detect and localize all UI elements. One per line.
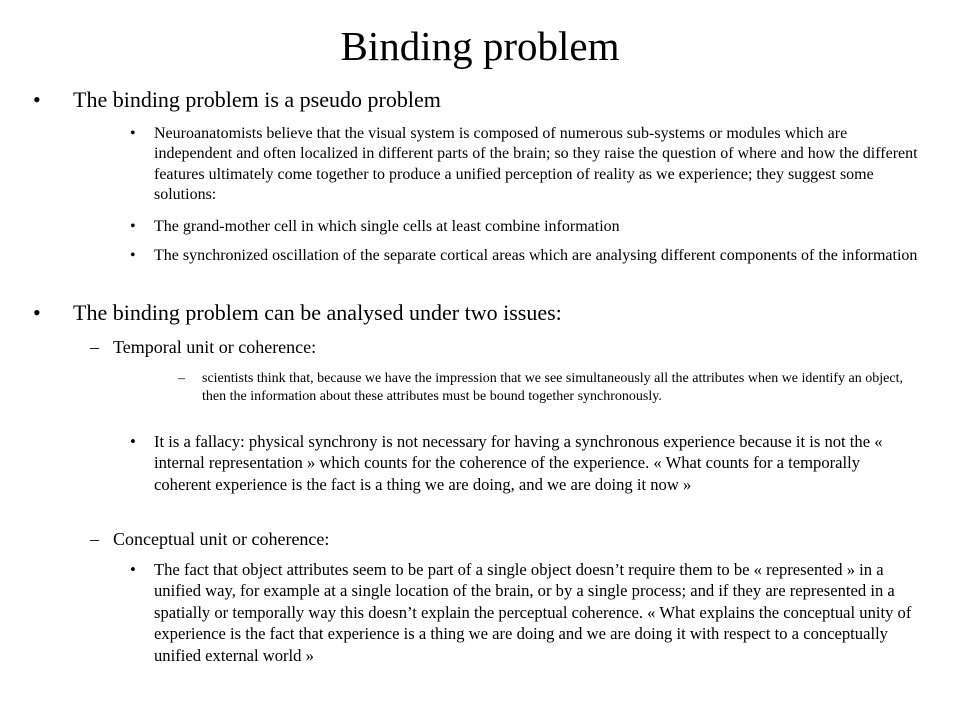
sub-bullet-neuroanatomists xyxy=(130,124,918,206)
bullet-text: The binding problem is a pseudo problem xyxy=(73,87,441,112)
dash-item-text: Temporal unit or coherence: xyxy=(113,337,317,357)
bullet-icon: • xyxy=(33,300,41,325)
sub-bullet-text: The grand-mother cell in which single cells at least combine information xyxy=(154,218,620,235)
dash-item-temporal-unit xyxy=(90,336,910,358)
dash-icon: – xyxy=(90,337,99,357)
sub-bullet-text: It is a fallacy: physical synchrony is not necessary for having a synchronous experience because it is not the « internal representation » which counts for the coherence of the experience. « What counts for a temporally coherent experience is the fact is a thing we are doing, and we are doing it now » xyxy=(154,432,883,494)
bullet-text: The binding problem can be analysed under two issues: xyxy=(73,300,562,325)
bullet-icon: • xyxy=(130,560,136,579)
dash-item-conceptual-unit xyxy=(90,528,910,550)
sub-bullet-text: The synchronized oscillation of the separate cortical areas which are analysing different components of the information xyxy=(154,247,918,264)
sub-bullet-synchronized-oscillation xyxy=(130,246,918,266)
bullet-icon: • xyxy=(33,87,41,112)
bullet-item-two-issues xyxy=(33,299,933,326)
sub-bullet-text: Neuroanatomists believe that the visual system is composed of numerous sub-systems or modules which are independent and often localized in different parts of the brain; so they raise the question of where and how the different features ultimately come together to produce a unified perception of reality as we experience; they suggest some solutions: xyxy=(154,125,918,204)
dash-icon: – xyxy=(178,371,185,386)
sub-bullet-object-attributes xyxy=(130,559,920,666)
bullet-icon: • xyxy=(130,125,136,142)
slide-title: Binding problem xyxy=(340,23,620,69)
dash-icon: – xyxy=(90,529,99,549)
bullet-icon: • xyxy=(130,432,136,451)
bullet-item-binding-pseudo-problem xyxy=(33,86,933,113)
bullet-icon: • xyxy=(130,218,136,235)
sub-bullet-fallacy xyxy=(130,431,920,495)
dash-item-text: scientists think that, because we have the impression that we see simultaneously all the attributes when we identify an object, then the information about these attributes must be bound together synchronously. xyxy=(202,371,903,404)
dash-item-scientists-think xyxy=(178,370,926,405)
bullet-icon: • xyxy=(130,247,136,264)
dash-item-text: Conceptual unit or coherence: xyxy=(113,529,330,549)
sub-bullet-grandmother-cell xyxy=(130,217,918,237)
sub-bullet-text: The fact that object attributes seem to be part of a single object doesn’t require them to be « represented » in a unified way, for example at a single location of the brain, or by a single process; and if they are represented in a spatially or temporally way this doesn’t explain the perceptual coherence. « What explains the conceptual unity of experience is the fact that experience is a thing we are doing and we are doing it with respect to a conceptually unified external world » xyxy=(154,560,912,665)
